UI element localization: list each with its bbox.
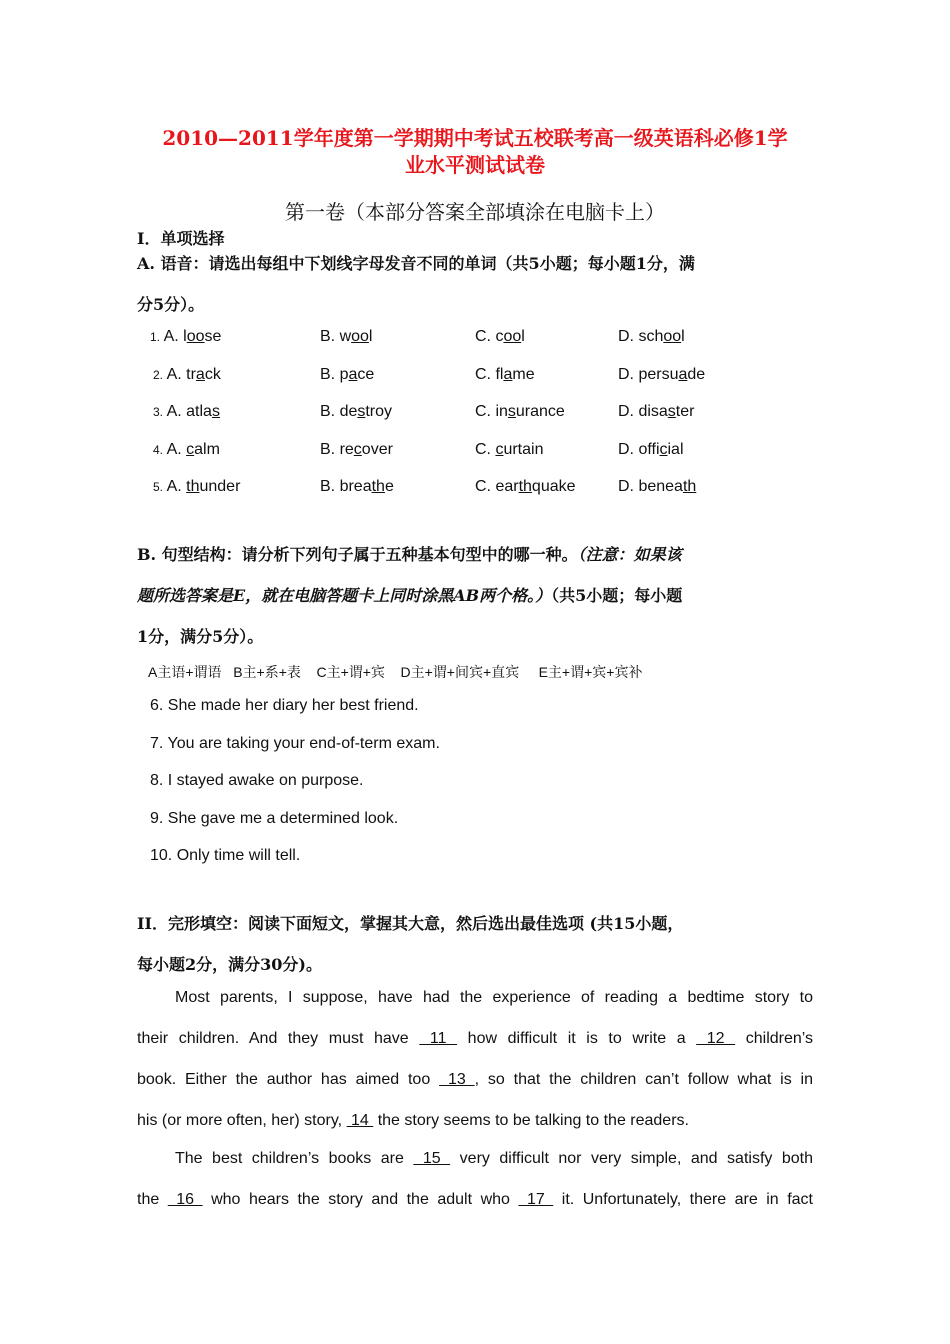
passage-line: Most parents, I suppose, have had the experience of reading a bedtime story to [175, 989, 813, 1006]
partB-instruction-line1: B. 句型结构：请分析下列句子属于五种基本句型中的哪一种。（注意：如果该 [137, 545, 682, 564]
option-a: A. calm [166, 441, 220, 458]
option-b: B. pace [320, 366, 375, 383]
option-a: A. loose [163, 328, 222, 345]
sentence-item: 9. She gave me a determined look. [150, 810, 399, 827]
question-row [153, 403, 220, 421]
exam-title-line2: 业水平测试试卷 [405, 153, 545, 177]
option-d: D. persuade [618, 366, 706, 383]
partA-instruction-line2: 分5分）。 [137, 295, 205, 314]
question-number: 2. [153, 368, 164, 382]
sentence-item: 10. Only time will tell. [150, 847, 301, 864]
option-a: A. track [166, 366, 221, 383]
sentence-item: 7. You are taking your end-of-term exam. [150, 735, 440, 752]
option-b: B. breathe [320, 478, 394, 495]
option-a: A. atlas [166, 403, 220, 420]
question-number: 5. [153, 480, 164, 494]
option-d: D. beneath [618, 478, 697, 495]
passage-line: his (or more often, her) story, 14 the story seems to be talking to the readers. [137, 1112, 689, 1129]
structure-e: E主+谓+宾+宾补 [538, 664, 643, 680]
option-d: D. official [618, 441, 684, 458]
cloze-blank-11[interactable]: 11 [419, 1030, 458, 1047]
passage-line: the 16 who hears the story and the adult who 17 it. Unfortunately, there are in fact [137, 1191, 814, 1208]
question-number: 1. [150, 330, 161, 344]
passage-line: The best children’s books are 15 very difficult nor very simple, and satisfy both [175, 1150, 814, 1167]
question-row [153, 366, 221, 384]
sentence-item: 6. She made her diary her best friend. [150, 697, 419, 714]
option-c: C. curtain [475, 441, 544, 458]
option-c: C. flame [475, 366, 535, 383]
option-c: C. cool [475, 328, 525, 345]
question-row [153, 478, 240, 496]
option-a: A. thunder [166, 478, 241, 495]
question-row [153, 441, 220, 459]
question-row [150, 328, 221, 346]
cloze-blank-17[interactable]: 17 [518, 1191, 554, 1208]
section1-heading: I．单项选择 [137, 229, 225, 248]
passage-line: book. Either the author has aimed too 13 , so that the children can’t follow what is in [137, 1071, 814, 1088]
question-number: 4. [153, 443, 164, 457]
option-c: C. insurance [475, 403, 565, 420]
sentence-structures [148, 662, 642, 682]
partB-instruction-line2: 题所选答案是E，就在电脑答题卡上同时涂黑AB两个格。）（共5小题；每小题 [137, 586, 683, 605]
structure-d: D主+谓+间宾+直宾 [400, 664, 520, 680]
question-number: 3. [153, 405, 164, 419]
option-b: B. wool [320, 328, 373, 345]
option-d: D. school [618, 328, 685, 345]
section2-instruction-line1: II．完形填空：阅读下面短文，掌握其大意，然后选出最佳选项 (共15小题， [137, 914, 684, 933]
cloze-blank-12[interactable]: 12 [696, 1030, 736, 1047]
option-c: C. earthquake [475, 478, 576, 495]
section2-instruction-line2: 每小题2分，满分30分)。 [137, 955, 322, 974]
partB-instruction-line3: 1分，满分5分）。 [137, 627, 264, 646]
cloze-blank-15[interactable]: 15 [413, 1150, 451, 1167]
structure-a: A主语+谓语 [148, 664, 222, 680]
partA-instruction-line1: A. 语音：请选出每组中下划线字母发音不同的单词（共5小题；每小题1分，满 [137, 254, 695, 273]
option-d: D. disaster [618, 403, 695, 420]
option-b: B. destroy [320, 403, 393, 420]
structure-c: C主+谓+宾 [316, 664, 385, 680]
cloze-blank-13[interactable]: 13 [439, 1071, 475, 1088]
structure-b: B主+系+表 [233, 664, 301, 680]
volume-heading: 第一卷（本部分答案全部填涂在电脑卡上） [285, 200, 665, 224]
cloze-blank-14[interactable]: 14 [346, 1112, 374, 1129]
sentence-item: 8. I stayed awake on purpose. [150, 772, 364, 789]
exam-title-line1: 2010—2011学年度第一学期期中考试五校联考高一级英语科必修1学 [162, 126, 788, 150]
cloze-blank-16[interactable]: 16 [167, 1191, 203, 1208]
passage-line: their children. And they must have 11 how difficult it is to write a 12 children’s [137, 1030, 814, 1047]
option-b: B. recover [320, 441, 393, 458]
